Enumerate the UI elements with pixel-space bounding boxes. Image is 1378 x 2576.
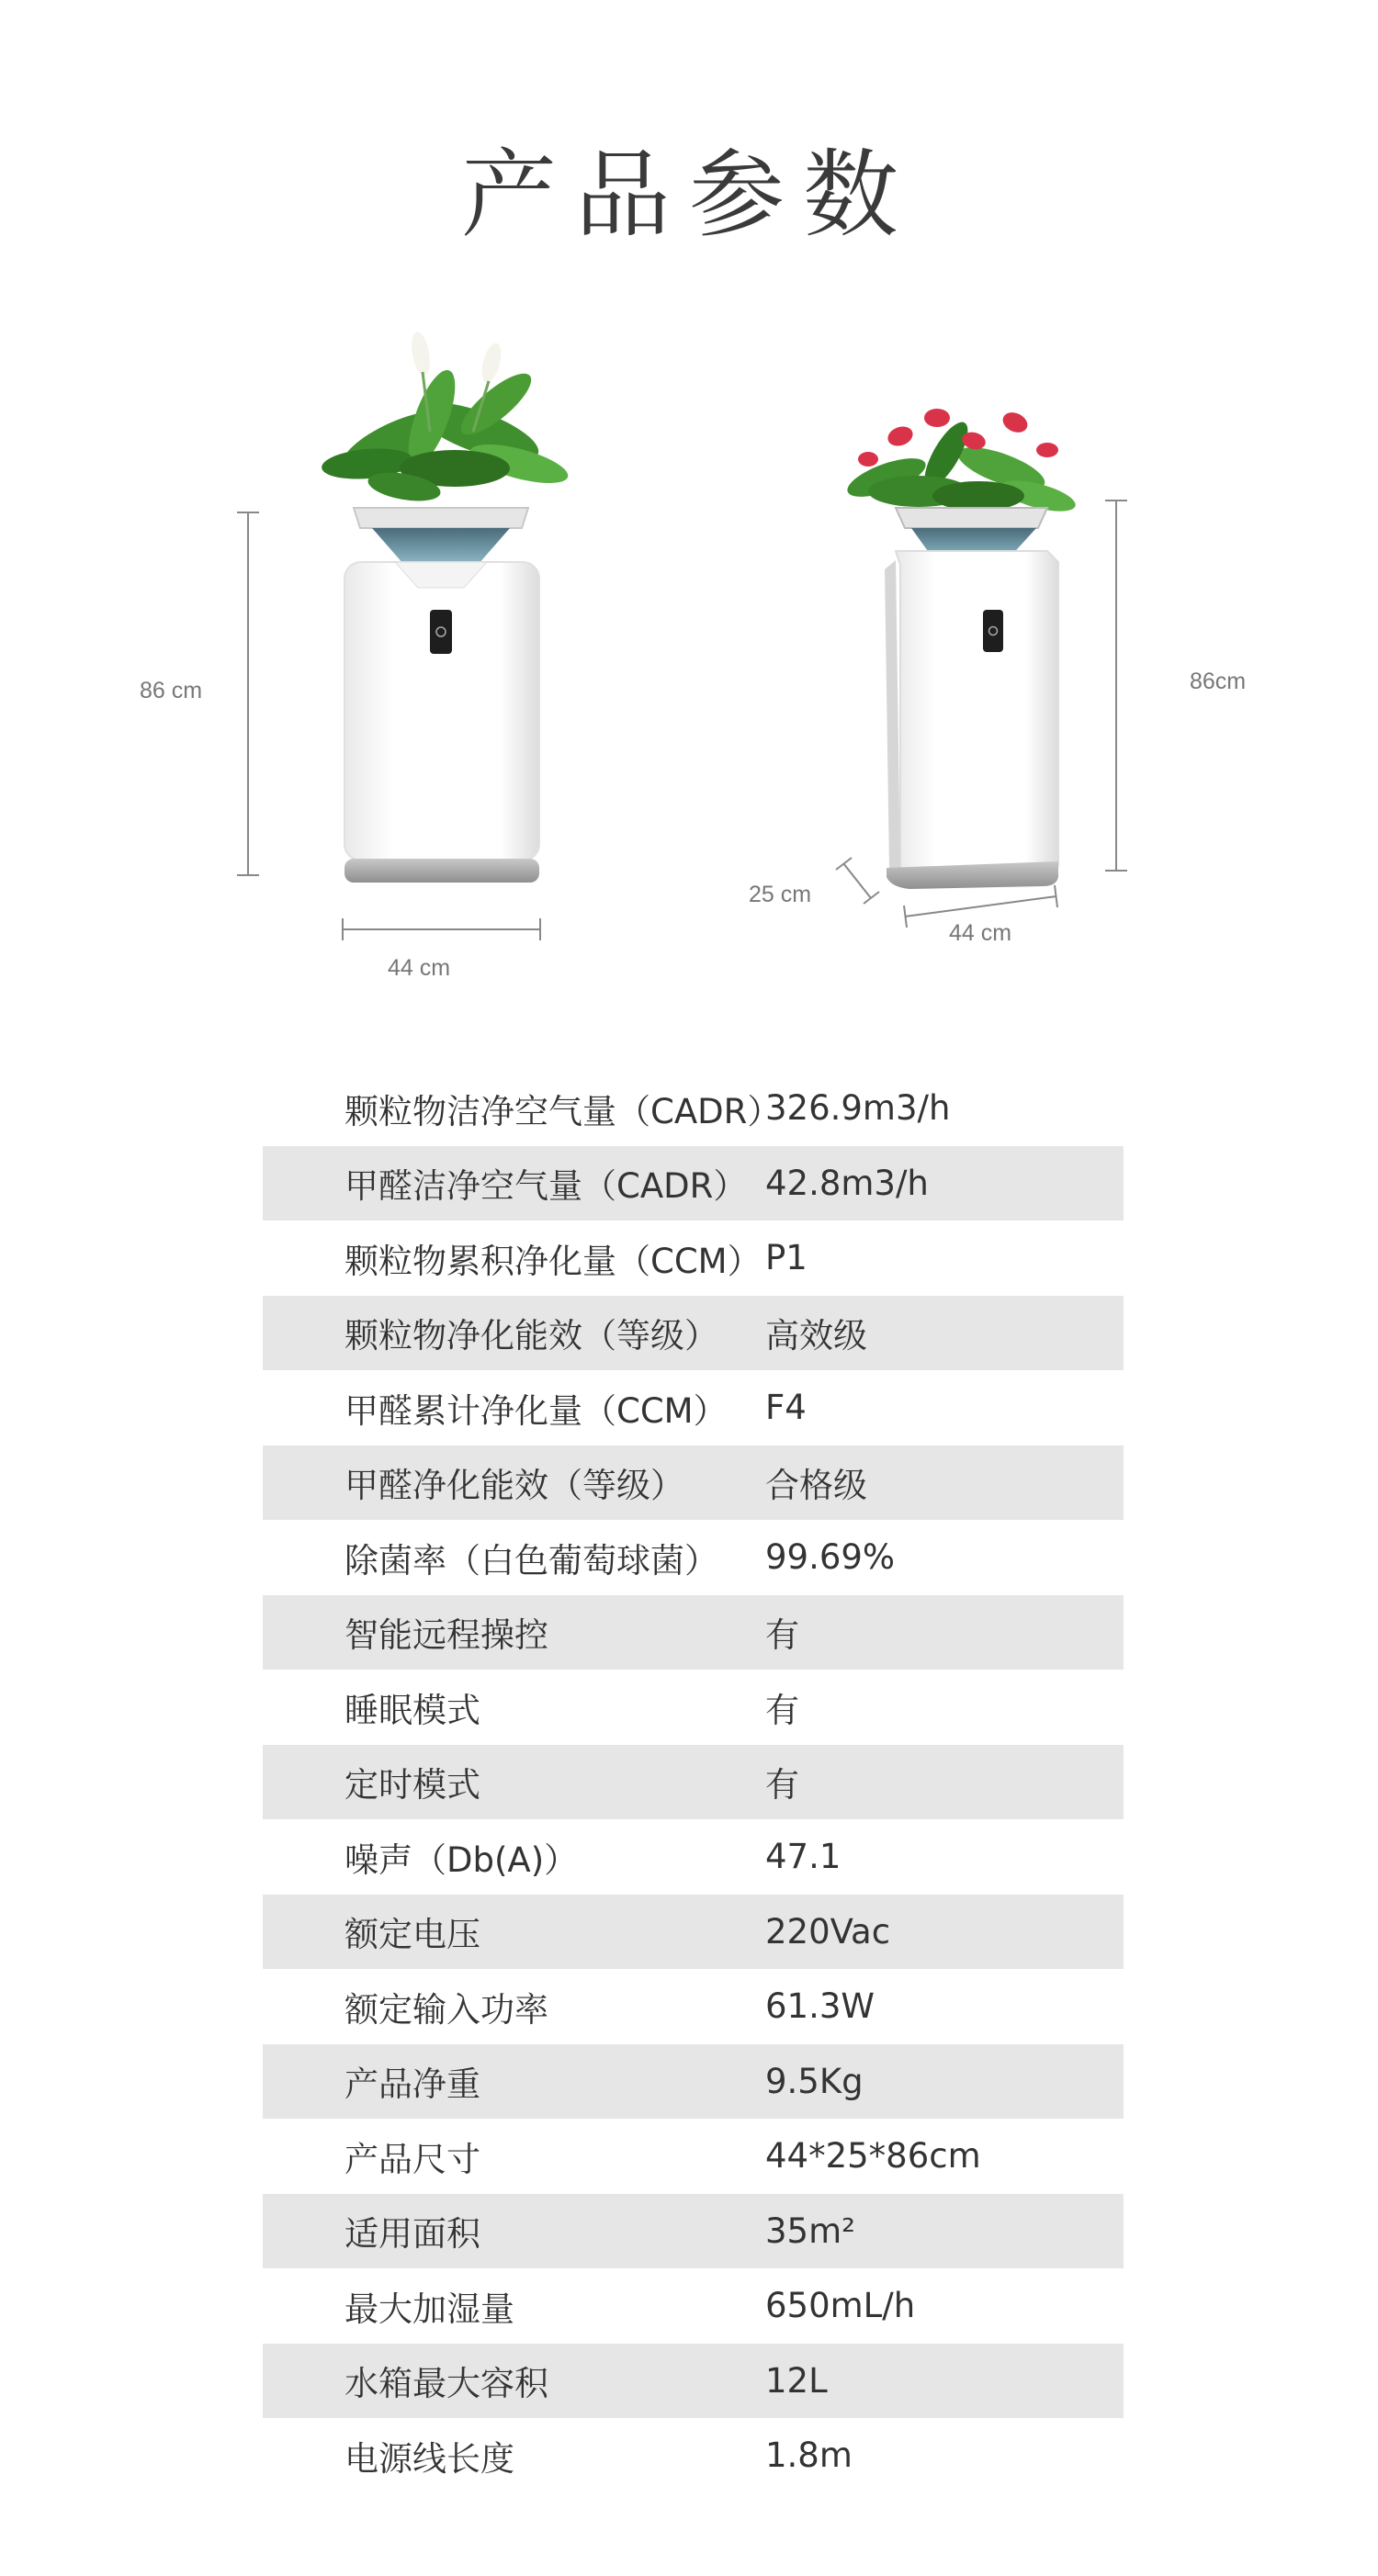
spec-label: 定时模式 <box>263 1745 765 1820</box>
spec-value: 47.1 <box>765 1837 841 1877</box>
product-figure <box>0 312 1378 1010</box>
spec-value: 44*25*86cm <box>765 2136 981 2177</box>
spec-value: 99.69% <box>765 1537 896 1578</box>
spec-label: 产品净重 <box>263 2044 765 2120</box>
spec-label: 噪声（Db(A)） <box>344 1839 579 1880</box>
right-depth-label: 25 cm <box>749 882 812 907</box>
spec-value: 42.8m3/h <box>765 1146 1124 1221</box>
spec-label: 除菌率（白色葡萄球菌） <box>344 1540 718 1580</box>
left-height-label: 86 cm <box>140 678 203 703</box>
table-row <box>263 1146 1124 1221</box>
table-row <box>263 1370 1124 1445</box>
spec-value: 650mL/h <box>765 2286 916 2326</box>
spec-value: P1 <box>765 1238 808 1278</box>
right-width-label: 44 cm <box>949 920 1012 946</box>
spec-label: 甲醛累计净化量（CCM） <box>344 1390 728 1431</box>
spec-value: 35m² <box>765 2194 1124 2269</box>
table-row <box>263 2344 1124 2419</box>
spec-value: 合格级 <box>765 1445 1124 1521</box>
spec-value: 61.3W <box>765 1986 875 2027</box>
plant-left <box>321 365 571 506</box>
spec-label: 智能远程操控 <box>263 1595 765 1670</box>
table-row <box>263 2268 1124 2344</box>
purifier-angle-view <box>843 409 1079 889</box>
table-row <box>263 2119 1124 2194</box>
table-row <box>263 2194 1124 2269</box>
table-row <box>263 2044 1124 2120</box>
spec-value: 有 <box>765 1595 1124 1670</box>
table-row <box>263 1595 1124 1670</box>
spec-value: 高效级 <box>765 1296 1124 1371</box>
spec-label: 适用面积 <box>263 2194 765 2269</box>
spec-value: 326.9m3/h <box>765 1088 951 1129</box>
spec-label: 电源线长度 <box>344 2438 514 2479</box>
spec-table <box>263 1071 1124 2493</box>
spec-value: 9.5Kg <box>765 2044 1124 2120</box>
spec-label: 额定输入功率 <box>344 1989 548 2030</box>
spec-label: 水箱最大容积 <box>263 2344 765 2419</box>
spec-value: 12L <box>765 2344 1124 2419</box>
product-illustration <box>0 312 1378 1010</box>
spec-value: 有 <box>765 1690 799 1730</box>
spec-value: 1.8m <box>765 2435 853 2476</box>
spec-value: 220Vac <box>765 1895 1124 1970</box>
page-title: 产品参数 <box>460 139 917 251</box>
spec-label: 甲醛洁净空气量（CADR） <box>263 1146 765 1221</box>
spec-label: 颗粒物净化能效（等级） <box>263 1296 765 1371</box>
spec-value: F4 <box>765 1388 807 1428</box>
purifier-front-view <box>321 331 571 883</box>
spec-value: 有 <box>765 1745 1124 1820</box>
table-row <box>263 1296 1124 1371</box>
spec-label: 睡眠模式 <box>344 1690 480 1730</box>
right-height-label: 86cm <box>1190 669 1247 694</box>
spec-label: 甲醛净化能效（等级） <box>263 1445 765 1521</box>
table-row <box>263 1221 1124 1296</box>
spec-label: 颗粒物累积净化量（CCM） <box>344 1241 762 1281</box>
plant-right <box>843 416 1079 517</box>
spec-label: 最大加湿量 <box>344 2289 514 2329</box>
table-row <box>263 1670 1124 1745</box>
spec-label: 产品尺寸 <box>344 2139 480 2179</box>
left-width-label: 44 cm <box>388 955 451 981</box>
table-row <box>263 1445 1124 1521</box>
spec-label: 颗粒物洁净空气量（CADR） <box>344 1091 782 1131</box>
spec-label: 额定电压 <box>263 1895 765 1970</box>
table-row <box>263 1071 1124 1146</box>
table-row <box>263 2418 1124 2493</box>
table-row <box>263 1969 1124 2044</box>
table-row <box>263 1520 1124 1595</box>
table-row <box>263 1895 1124 1970</box>
table-row <box>263 1819 1124 1895</box>
table-row <box>263 1745 1124 1820</box>
